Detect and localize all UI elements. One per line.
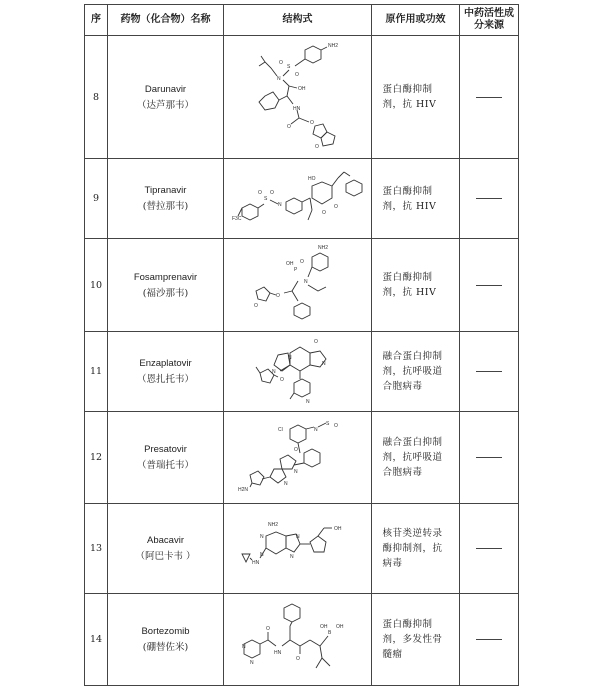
table-row bbox=[85, 594, 519, 686]
header-name: 药物（化合物）名称 bbox=[108, 5, 224, 36]
svg-text:O: O bbox=[309, 120, 314, 126]
drug-name-cn: （阿巴卡韦 ） bbox=[135, 551, 196, 562]
action-cell bbox=[372, 36, 460, 159]
source-cell bbox=[460, 36, 519, 159]
source-dash bbox=[476, 639, 502, 640]
drug-name-cell bbox=[108, 332, 224, 412]
structure-tipranavir bbox=[228, 164, 368, 234]
structure-bortezomib bbox=[236, 600, 360, 680]
svg-text:B: B bbox=[327, 629, 331, 636]
svg-text:O: O bbox=[286, 124, 291, 130]
svg-text:N: N bbox=[259, 551, 264, 558]
row-number: 13 bbox=[85, 504, 108, 594]
svg-text:O: O bbox=[314, 144, 319, 150]
drug-name-cell bbox=[108, 239, 224, 332]
svg-text:N: N bbox=[276, 76, 281, 82]
header-no: 序 bbox=[85, 5, 108, 36]
action-text: 融合蛋白抑制剂，抗呼吸道合胞病毒 bbox=[382, 437, 443, 478]
svg-text:S: S bbox=[325, 420, 329, 427]
source-cell bbox=[460, 239, 519, 332]
row-number: 10 bbox=[85, 239, 108, 332]
svg-text:N: N bbox=[283, 480, 288, 487]
svg-text:O: O bbox=[279, 376, 284, 383]
svg-text:OH: OH bbox=[285, 261, 293, 267]
action-text: 蛋白酶抑制剂，抗 HIV bbox=[382, 185, 437, 212]
source-cell bbox=[460, 594, 519, 686]
svg-text:S: S bbox=[263, 195, 267, 202]
svg-text:OH: OH bbox=[335, 623, 343, 630]
svg-text:O: O bbox=[333, 203, 338, 210]
source-dash bbox=[476, 285, 502, 286]
action-text: 蛋白酶抑制剂，抗 HIV bbox=[382, 272, 437, 298]
drug-name-cell bbox=[108, 159, 224, 239]
svg-text:N: N bbox=[277, 201, 282, 208]
drug-name-cn: （达芦那韦） bbox=[136, 99, 194, 111]
drug-table bbox=[84, 4, 519, 686]
structure-cell bbox=[224, 412, 372, 504]
drug-name-en: Presatovir bbox=[144, 444, 187, 455]
drug-name-cell bbox=[108, 36, 224, 159]
row-number: 14 bbox=[85, 594, 108, 686]
svg-text:O: O bbox=[269, 189, 274, 196]
action-cell bbox=[372, 412, 460, 504]
svg-text:S: S bbox=[286, 64, 290, 70]
structure-presatovir bbox=[238, 415, 358, 501]
svg-text:N: N bbox=[271, 368, 276, 375]
action-text: 融合蛋白抑制剂，抗呼吸道合胞病毒 bbox=[382, 351, 443, 392]
source-cell bbox=[460, 159, 519, 239]
table-row bbox=[85, 159, 519, 239]
source-dash bbox=[476, 457, 502, 458]
header-row bbox=[85, 5, 519, 36]
svg-text:H2N: H2N bbox=[237, 486, 248, 493]
svg-text:HO: HO bbox=[307, 175, 315, 182]
source-dash bbox=[476, 371, 502, 372]
source-cell bbox=[460, 504, 519, 594]
svg-text:Cl: Cl bbox=[277, 426, 283, 433]
source-cell bbox=[460, 412, 519, 504]
svg-text:HN: HN bbox=[251, 559, 259, 566]
action-text: 核苷类逆转录酶抑制剂，抗病毒 bbox=[382, 528, 443, 569]
svg-text:O: O bbox=[299, 259, 304, 265]
svg-text:HN: HN bbox=[292, 106, 300, 112]
header-source: 中药活性成分来源 bbox=[460, 5, 519, 36]
svg-text:NH2: NH2 bbox=[317, 245, 328, 251]
svg-text:HN: HN bbox=[273, 649, 281, 656]
row-number: 11 bbox=[85, 332, 108, 412]
svg-text:NH2: NH2 bbox=[327, 43, 338, 49]
action-cell bbox=[372, 594, 460, 686]
svg-text:O: O bbox=[257, 189, 262, 196]
header-structure: 结构式 bbox=[224, 5, 372, 36]
structure-darunavir bbox=[243, 38, 353, 156]
structure-fosamprenavir bbox=[248, 241, 348, 329]
action-cell bbox=[372, 239, 460, 332]
source-dash bbox=[476, 97, 502, 98]
drug-name-en: Tipranavir bbox=[144, 185, 187, 196]
svg-text:OH: OH bbox=[319, 623, 327, 630]
svg-text:N: N bbox=[289, 553, 294, 560]
drug-name-en: Abacavir bbox=[147, 535, 184, 546]
row-number: 12 bbox=[85, 412, 108, 504]
table-row bbox=[85, 412, 519, 504]
drug-name-en: Enzaplatovir bbox=[139, 358, 192, 369]
drug-name-en: Bortezomib bbox=[141, 626, 190, 637]
structure-cell bbox=[224, 159, 372, 239]
source-dash bbox=[476, 198, 502, 199]
row-number: 9 bbox=[85, 159, 108, 239]
svg-text:N: N bbox=[303, 279, 308, 285]
structure-abacavir bbox=[238, 514, 358, 584]
svg-text:P: P bbox=[293, 267, 297, 273]
svg-text:F3C: F3C bbox=[231, 215, 241, 222]
svg-text:N: N bbox=[259, 533, 264, 540]
svg-text:N: N bbox=[241, 643, 246, 650]
table-row bbox=[85, 504, 519, 594]
drug-name-cn: (福沙那韦) bbox=[142, 287, 189, 299]
svg-text:N: N bbox=[287, 354, 292, 361]
action-text: 蛋白酶抑制剂，抗 HIV bbox=[382, 84, 437, 110]
table-row bbox=[85, 36, 519, 159]
drug-name-cn: (替拉那韦) bbox=[142, 201, 189, 212]
svg-text:OH: OH bbox=[297, 86, 305, 92]
svg-text:N: N bbox=[321, 360, 326, 367]
table-row bbox=[85, 332, 519, 412]
table-row bbox=[85, 239, 519, 332]
svg-text:N: N bbox=[249, 659, 254, 666]
header-action: 原作用或功效 bbox=[372, 5, 460, 36]
svg-text:O: O bbox=[321, 209, 326, 216]
svg-text:NH2: NH2 bbox=[267, 521, 278, 528]
svg-text:O: O bbox=[295, 655, 300, 662]
svg-text:O: O bbox=[275, 293, 280, 299]
svg-text:O: O bbox=[253, 303, 258, 309]
drug-name-cn: (硼替佐米) bbox=[142, 642, 189, 653]
svg-text:N: N bbox=[295, 533, 300, 540]
structure-enzaplatovir bbox=[250, 335, 346, 409]
action-cell bbox=[372, 504, 460, 594]
structure-cell bbox=[224, 332, 372, 412]
structure-cell bbox=[224, 239, 372, 332]
action-text: 蛋白酶抑制剂，多发性骨髓瘤 bbox=[382, 619, 443, 660]
row-number: 8 bbox=[85, 36, 108, 159]
drug-name-cell bbox=[108, 504, 224, 594]
svg-text:O: O bbox=[278, 60, 283, 66]
svg-text:OH: OH bbox=[333, 525, 341, 532]
svg-text:O: O bbox=[333, 422, 338, 429]
drug-name-cn: （普瑞托韦） bbox=[136, 460, 194, 471]
drug-name-en: Fosamprenavir bbox=[133, 271, 198, 283]
source-cell bbox=[460, 332, 519, 412]
svg-text:N: N bbox=[293, 468, 298, 475]
structure-cell bbox=[224, 36, 372, 159]
drug-name-cn: （恩扎托韦） bbox=[136, 374, 194, 385]
action-cell bbox=[372, 159, 460, 239]
svg-text:N: N bbox=[313, 426, 318, 433]
structure-cell bbox=[224, 504, 372, 594]
structure-cell bbox=[224, 594, 372, 686]
svg-text:N: N bbox=[305, 398, 310, 405]
drug-name-en: Darunavir bbox=[144, 83, 187, 95]
svg-text:O: O bbox=[265, 625, 270, 632]
svg-text:O: O bbox=[293, 446, 298, 453]
svg-text:O: O bbox=[313, 338, 318, 345]
svg-text:O: O bbox=[294, 72, 299, 78]
action-cell bbox=[372, 332, 460, 412]
drug-name-cell bbox=[108, 594, 224, 686]
drug-name-cell bbox=[108, 412, 224, 504]
source-dash bbox=[476, 548, 502, 549]
